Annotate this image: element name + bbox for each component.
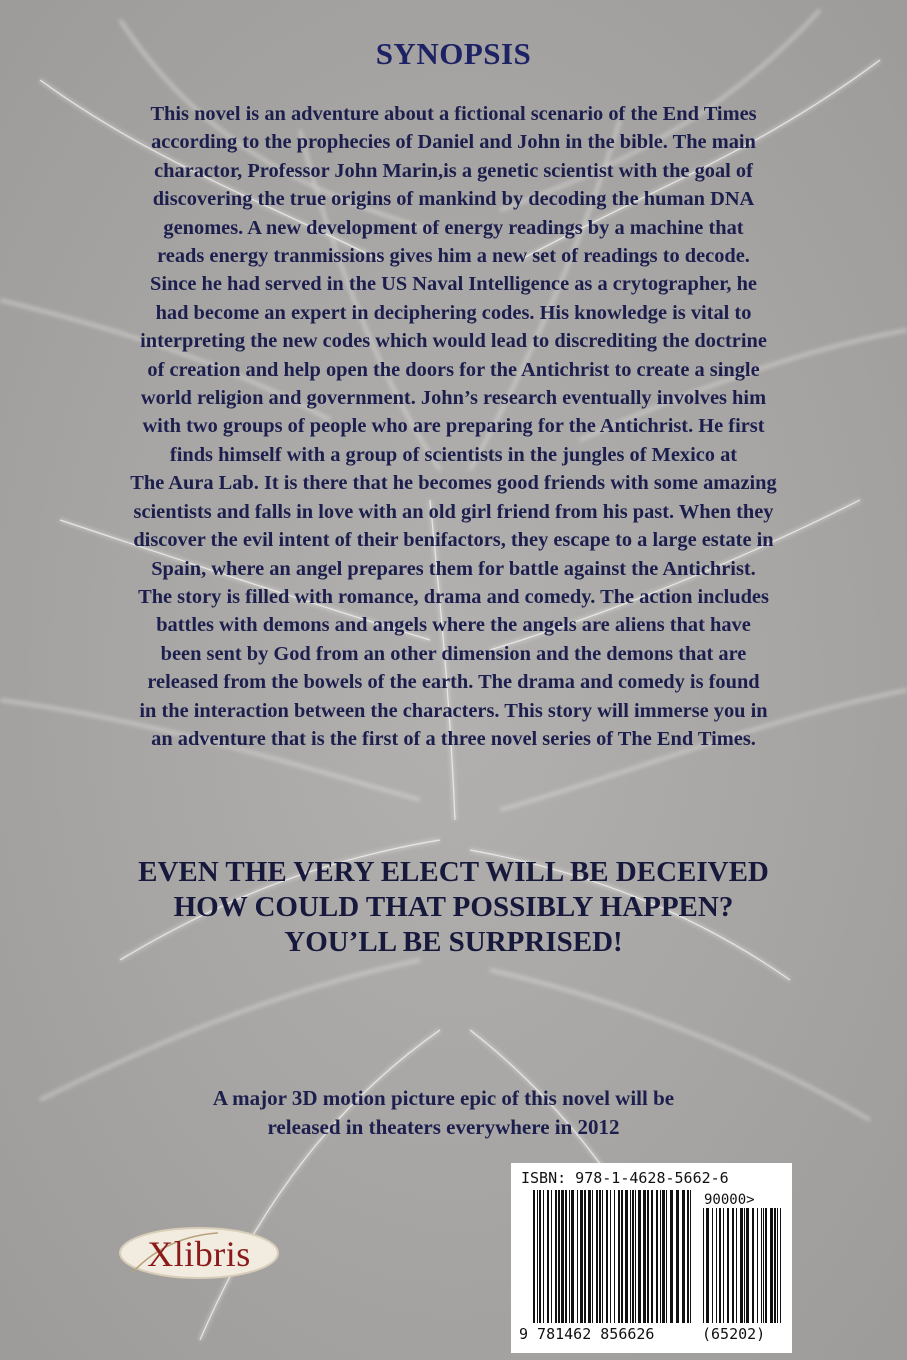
synopsis-line: with two groups of people who are preparing for the Antichrist. He first <box>142 415 765 438</box>
synopsis-line: of creation and help open the doors for the Antichrist to create a single <box>147 358 760 381</box>
synopsis-line: released from the bowels of the earth. The drama and comedy is found <box>147 671 760 694</box>
price-digits: (65202) <box>702 1325 766 1343</box>
synopsis-line: The Aura Lab. It is there that he becomes good friends with some amazing <box>130 472 777 495</box>
synopsis-line: battles with demons and angels where the angels are aliens that have <box>156 614 751 637</box>
publisher-logo <box>118 1225 280 1281</box>
synopsis-line: This novel is an adventure about a fictional scenario of the End Times <box>150 103 757 125</box>
synopsis-line: genomes. A new development of energy readings by a machine that <box>163 216 744 239</box>
synopsis-line: had become an expert in deciphering codes. His knowledge is vital to <box>155 301 752 324</box>
synopsis-line: reads energy tranmissions gives him a new set of readings to decode. <box>157 245 750 268</box>
synopsis-line: according to the prophecies of Daniel and John in the bible. The main <box>151 131 756 154</box>
synopsis-line: in the interaction between the characters. This story will immerse you in <box>139 699 768 722</box>
synopsis-line: an adventure that is the first of a three novel series of The End Times. <box>151 727 756 750</box>
synopsis-heading: SYNOPSIS <box>375 36 532 71</box>
promo-line: A major 3D motion picture epic of this novel will be <box>212 1086 675 1110</box>
tagline-line: EVEN THE VERY ELECT WILL BE DECEIVED <box>138 856 769 888</box>
synopsis-text <box>30 100 877 753</box>
synopsis-line: Spain, where an angel prepares them for battle against the Antichrist. <box>151 557 756 580</box>
publisher-logo-text: Xlibris <box>147 1234 251 1274</box>
synopsis-line: charactor, Professor John Marin,is a genetic scientist with the goal of <box>154 159 753 182</box>
tagline <box>0 855 907 960</box>
synopsis-line: Since he had served in the US Naval Intelligence as a crytographer, he <box>150 273 757 296</box>
synopsis-line: interpreting the new codes which would lead to discrediting the doctrine <box>140 330 767 353</box>
isbn-label: ISBN: 978-1-4628-5662-6 <box>521 1169 729 1187</box>
ean-digits: 9 781462 856626 <box>519 1325 655 1343</box>
barcode-addon-code: 90000> <box>704 1192 755 1208</box>
synopsis-line: discover the evil intent of their benifactors, they escape to a large estate in <box>133 529 774 552</box>
synopsis-line: finds himself with a group of scientists in the jungles of Mexico at <box>169 443 738 466</box>
tagline-line: YOU’LL BE SURPRISED! <box>284 926 623 958</box>
synopsis-line: been sent by God from an other dimension and the demons that are <box>160 642 747 665</box>
synopsis-line: The story is filled with romance, drama and comedy. The action includes <box>138 585 769 608</box>
promo-text <box>0 1084 887 1142</box>
synopsis-line: world religion and government. John’s research eventually involves him <box>140 387 767 410</box>
isbn-barcode <box>511 1163 792 1353</box>
synopsis-line: scientists and falls in love with an old girl friend from his past. When they <box>133 500 774 523</box>
tagline-line: HOW COULD THAT POSSIBLY HAPPEN? <box>173 891 734 923</box>
promo-line: released in theaters everywhere in 2012 <box>267 1115 620 1139</box>
synopsis-line: discovering the true origins of mankind by decoding the human DNA <box>152 188 755 211</box>
